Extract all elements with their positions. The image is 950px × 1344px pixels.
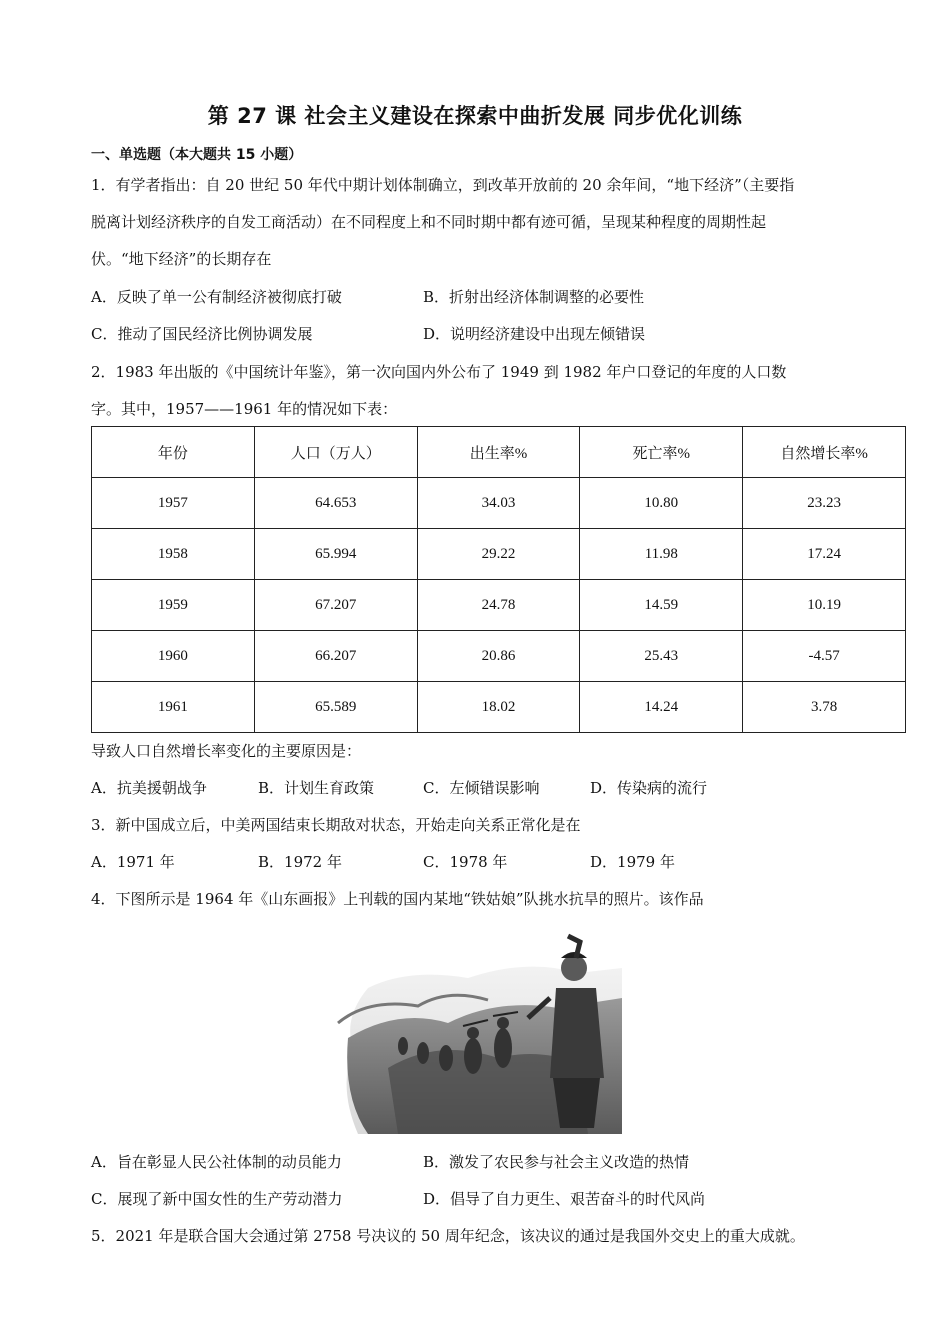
q4-option-d: D．倡导了自力更生、艰苦奋斗的时代风尚 bbox=[423, 1190, 706, 1208]
q2-option-d: D．传染病的流行 bbox=[590, 779, 708, 797]
q2-option-c: C．左倾错误影响 bbox=[423, 779, 540, 797]
table-cell: 18.02 bbox=[417, 682, 580, 733]
page-title: 第 27 课 社会主义建设在探索中曲折发展 同步优化训练 bbox=[207, 104, 743, 128]
q2-line-1: 2．1983 年出版的《中国统计年鉴》，第一次向国内外公布了 1949 到 1982 年户口登记的年度的人口数 bbox=[91, 363, 787, 381]
table-header-row bbox=[92, 427, 906, 478]
table-cell: 17.24 bbox=[743, 529, 906, 580]
q1-line-3: 伏。“地下经济”的长期存在 bbox=[91, 250, 272, 268]
table-cell: -4.57 bbox=[743, 631, 906, 682]
table-cell: 1959 bbox=[92, 580, 255, 631]
q4-option-c: C．展现了新中国女性的生产劳动潜力 bbox=[91, 1190, 343, 1208]
q1-option-b: B．折射出经济体制调整的必要性 bbox=[423, 288, 645, 306]
table-cell: 20.86 bbox=[417, 631, 580, 682]
table-cell: 65.589 bbox=[254, 682, 417, 733]
q3-option-b: B．1972 年 bbox=[258, 853, 342, 871]
table-cell: 11.98 bbox=[580, 529, 743, 580]
table-cell: 14.59 bbox=[580, 580, 743, 631]
q4-option-b: B．激发了农民参与社会主义改造的热情 bbox=[423, 1153, 690, 1171]
table-cell: 1961 bbox=[92, 682, 255, 733]
table-cell: 14.24 bbox=[580, 682, 743, 733]
q3-text: 3．新中国成立后，中美两国结束长期敌对状态，开始走向关系正常化是在 bbox=[91, 816, 581, 834]
q1-line-2: 脱离计划经济秩序的自发工商活动）在不同程度上和不同时期中都有迹可循，呈现某种程度的周期性起 bbox=[91, 213, 767, 231]
table-cell: 10.80 bbox=[580, 478, 743, 529]
table-cell: 65.994 bbox=[254, 529, 417, 580]
table-header-cell: 出生率% bbox=[417, 427, 580, 478]
table-cell: 1957 bbox=[92, 478, 255, 529]
table-cell: 34.03 bbox=[417, 478, 580, 529]
table-cell: 24.78 bbox=[417, 580, 580, 631]
q1-line-1: 1．有学者指出：自 20 世纪 50 年代中期计划体制确立，到改革开放前的 20 余年间，“地下经济”（主要指 bbox=[91, 176, 795, 194]
table-header-cell: 自然增长率% bbox=[743, 427, 906, 478]
population-table bbox=[91, 426, 906, 733]
q3-option-d: D．1979 年 bbox=[590, 853, 675, 871]
q2-after-table: 导致人口自然增长率变化的主要原因是： bbox=[91, 742, 362, 760]
q3-option-c: C．1978 年 bbox=[423, 853, 508, 871]
table-cell: 25.43 bbox=[580, 631, 743, 682]
table-row bbox=[92, 631, 906, 682]
q1-option-a: A．反映了单一公有制经济被彻底打破 bbox=[91, 288, 342, 306]
table-cell: 66.207 bbox=[254, 631, 417, 682]
q5-text: 5．2021 年是联合国大会通过第 2758 号决议的 50 周年纪念，该决议的通过是我国外交史上的重大成就。 bbox=[91, 1227, 805, 1245]
table-row bbox=[92, 478, 906, 529]
table-cell: 1958 bbox=[92, 529, 255, 580]
table-cell: 67.207 bbox=[254, 580, 417, 631]
table-cell: 64.653 bbox=[254, 478, 417, 529]
table-row bbox=[92, 580, 906, 631]
table-cell: 23.23 bbox=[743, 478, 906, 529]
q4-text: 4．下图所示是 1964 年《山东画报》上刊载的国内某地“铁姑娘”队挑水抗旱的照片。该作品 bbox=[91, 890, 704, 908]
iron-girls-photo bbox=[328, 928, 622, 1134]
q2-option-b: B．计划生育政策 bbox=[258, 779, 375, 797]
q1-option-d: D．说明经济建设中出现左倾错误 bbox=[423, 325, 646, 343]
table-header-cell: 人口（万人） bbox=[254, 427, 417, 478]
table-cell: 3.78 bbox=[743, 682, 906, 733]
q1-option-c: C．推动了国民经济比例协调发展 bbox=[91, 325, 313, 343]
q3-option-a: A．1971 年 bbox=[91, 853, 175, 871]
table-cell: 29.22 bbox=[417, 529, 580, 580]
table-row bbox=[92, 682, 906, 733]
section-heading: 一、单选题（本大题共 15 小题） bbox=[91, 147, 303, 163]
q2-line-2: 字。其中，1957——1961 年的情况如下表： bbox=[91, 400, 398, 418]
q2-option-a: A．抗美援朝战争 bbox=[91, 779, 207, 797]
table-header-cell: 死亡率% bbox=[580, 427, 743, 478]
table-header-cell: 年份 bbox=[92, 427, 255, 478]
table-row bbox=[92, 529, 906, 580]
table-cell: 1960 bbox=[92, 631, 255, 682]
table-cell: 10.19 bbox=[743, 580, 906, 631]
q4-option-a: A．旨在彰显人民公社体制的动员能力 bbox=[91, 1153, 342, 1171]
